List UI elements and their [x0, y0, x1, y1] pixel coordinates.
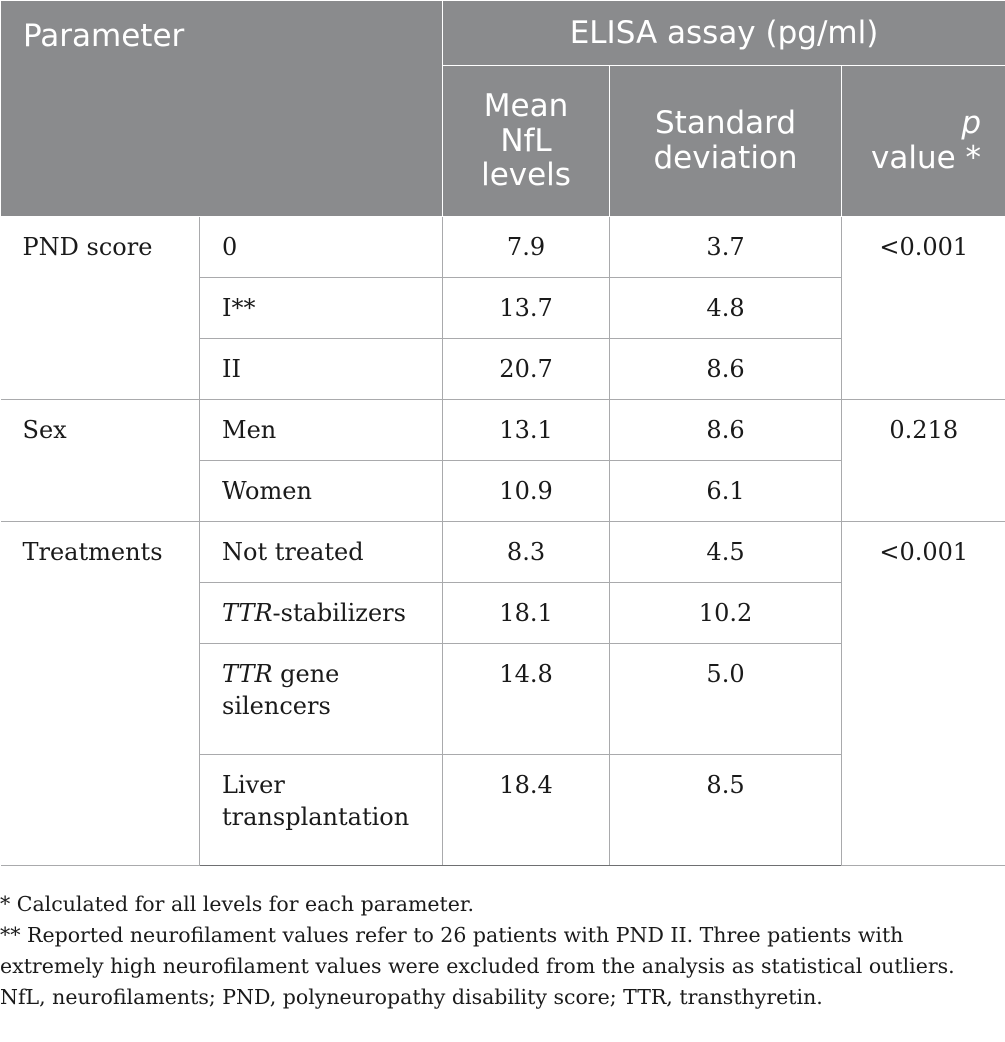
group-label-treatments: Treatments — [1, 522, 200, 866]
sd-cell: 5.0 — [610, 644, 842, 755]
group-label-pnd: PND score — [1, 217, 200, 400]
mean-cell: 20.7 — [443, 339, 610, 400]
header-mean-nfl: Mean NfL levels — [443, 66, 610, 217]
sd-cell: 8.6 — [610, 400, 842, 461]
mean-cell: 8.3 — [443, 522, 610, 583]
header-standard-deviation: Standard deviation — [610, 66, 842, 217]
mean-cell: 18.4 — [443, 755, 610, 866]
level-cell: Not treated — [200, 522, 443, 583]
header-parameter: Parameter — [1, 1, 443, 217]
p-value-pnd: <0.001 — [842, 217, 1005, 400]
level-cell: Women — [200, 461, 443, 522]
sd-cell: 6.1 — [610, 461, 842, 522]
sd-cell: 4.5 — [610, 522, 842, 583]
mean-cell: 13.7 — [443, 278, 610, 339]
mean-cell: 18.1 — [443, 583, 610, 644]
p-value-sex: 0.218 — [842, 400, 1005, 522]
group-label-sex: Sex — [1, 400, 200, 522]
table-footnotes — [0, 889, 1000, 1013]
mean-cell: 7.9 — [443, 217, 610, 278]
header-p-value: p value * — [842, 66, 1005, 217]
footnote-3: extremely high neurofilament values were excluded from the analysis as statistical outliers. — [0, 954, 955, 978]
level-cell: TTR-stabilizers — [200, 583, 443, 644]
level-cell: TTR gene silencers — [200, 644, 443, 755]
footnote-1: * Calculated for all levels for each parameter. — [0, 892, 474, 916]
level-cell: 0 — [200, 217, 443, 278]
sd-cell: 8.6 — [610, 339, 842, 400]
level-cell: Liver transplantation — [200, 755, 443, 866]
level-cell: Men — [200, 400, 443, 461]
footnote-abbreviations: NfL, neurofilaments; PND, polyneuropathy disability score; TTR, transthyretin. — [0, 985, 823, 1009]
mean-cell: 14.8 — [443, 644, 610, 755]
sd-cell: 10.2 — [610, 583, 842, 644]
sd-cell: 3.7 — [610, 217, 842, 278]
level-cell: II — [200, 339, 443, 400]
table-row — [1, 217, 1005, 278]
table-row — [1, 400, 1005, 461]
table-row — [1, 522, 1005, 583]
p-value-treatments: <0.001 — [842, 522, 1005, 866]
mean-cell: 13.1 — [443, 400, 610, 461]
mean-cell: 10.9 — [443, 461, 610, 522]
header-elisa-assay: ELISA assay (pg/ml) — [443, 1, 1005, 66]
sd-cell: 4.8 — [610, 278, 842, 339]
sd-cell: 8.5 — [610, 755, 842, 866]
footnote-2: ** Reported neurofilament values refer to 26 patients with PND II. Three patients with — [0, 923, 904, 947]
level-cell: I** — [200, 278, 443, 339]
